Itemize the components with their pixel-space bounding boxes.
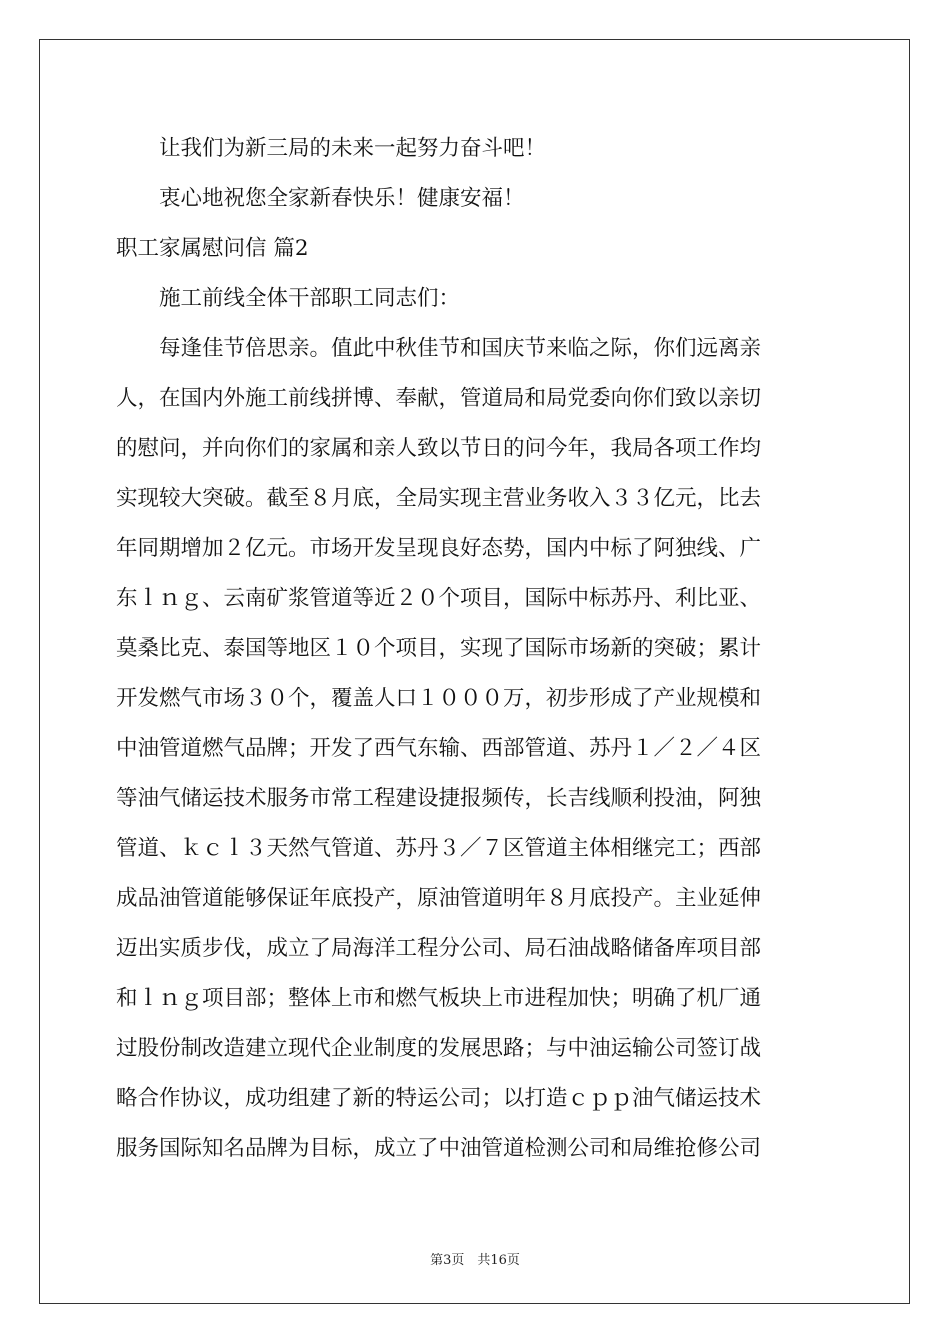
paragraph-line: 衷心地祝您全家新春快乐！健康安福！ xyxy=(116,186,525,211)
page-number: 第3页 共16页 xyxy=(430,1253,520,1268)
paragraph-line: 迈出实质步伐，成立了局海洋工程分公司、局石油战略储备库项目部 xyxy=(116,936,762,961)
paragraph-line: 人，在国内外施工前线拼博、奉献，管道局和局党委向你们致以亲切 xyxy=(116,386,762,411)
paragraph-line: 开发燃气市场３０个，覆盖人口１０００万，初步形成了产业规模和 xyxy=(116,686,762,711)
paragraph-line: 的慰问，并向你们的家属和亲人致以节日的问今年，我局各项工作均 xyxy=(116,436,762,461)
paragraph-line: 管道、ｋｃｌ３天然气管道、苏丹３／７区管道主体相继完工；西部 xyxy=(116,836,762,861)
paragraph-line: 中油管道燃气品牌；开发了西气东输、西部管道、苏丹１／２／４区 xyxy=(116,736,762,761)
paragraph-line: 等油气储运技术服务市常工程建设捷报频传，长吉线顺利投油，阿独 xyxy=(116,786,762,811)
page-border xyxy=(39,39,910,1304)
paragraph-line: 每逢佳节倍思亲。值此中秋佳节和国庆节来临之际，你们远离亲 xyxy=(116,336,762,361)
section-heading: 职工家属慰问信 篇2 xyxy=(116,236,309,261)
paragraph-line: 过股份制改造建立现代企业制度的发展思路；与中油运输公司签订战 xyxy=(116,1036,762,1061)
paragraph-line: 服务国际知名品牌为目标，成立了中油管道检测公司和局维抢修公司 xyxy=(116,1136,762,1161)
paragraph-line: 让我们为新三局的未来一起努力奋斗吧！ xyxy=(116,136,547,161)
paragraph-line: 莫桑比克、泰国等地区１０个项目，实现了国际市场新的突破；累计 xyxy=(116,636,762,661)
paragraph-line: 成品油管道能够保证年底投产，原油管道明年８月底投产。主业延伸 xyxy=(116,886,762,911)
paragraph-line: 和ｌｎｇ项目部；整体上市和燃气板块上市进程加快；明确了机厂通 xyxy=(116,986,762,1011)
paragraph-line: 略合作协议，成功组建了新的特运公司；以打造ｃｐｐ油气储运技术 xyxy=(116,1086,762,1111)
paragraph-line: 东ｌｎｇ、云南矿浆管道等近２０个项目，国际中标苏丹、利比亚、 xyxy=(116,586,762,611)
paragraph-line: 施工前线全体干部职工同志们： xyxy=(116,286,461,311)
paragraph-line: 实现较大突破。截至８月底，全局实现主营业务收入３３亿元，比去 xyxy=(116,486,762,511)
paragraph-line: 年同期增加２亿元。市场开发呈现良好态势，国内中标了阿独线、广 xyxy=(116,536,762,561)
